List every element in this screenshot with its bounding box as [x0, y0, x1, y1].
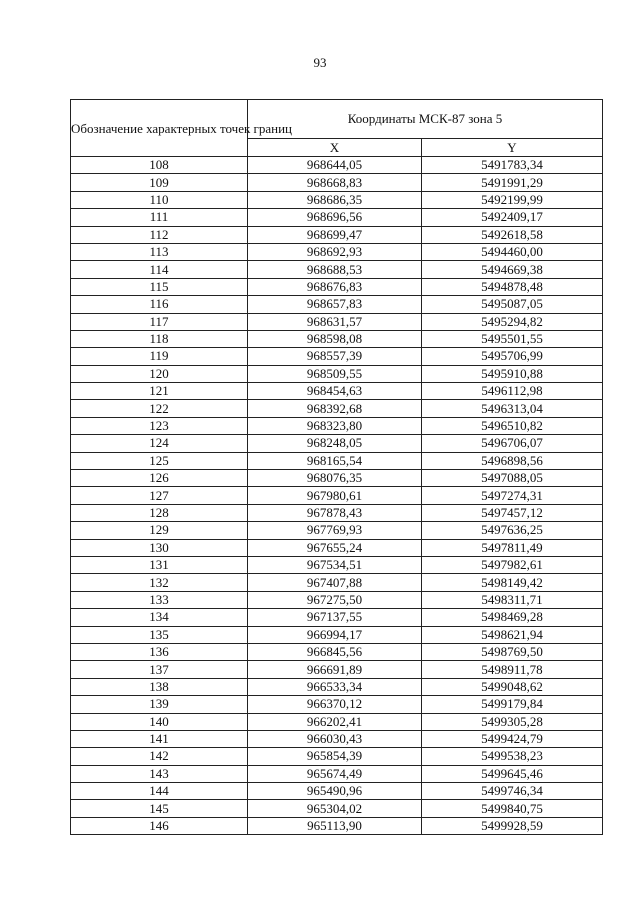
y-coordinate-cell: 5498469,28	[422, 609, 603, 626]
x-coordinate-cell: 968248,05	[248, 435, 422, 452]
x-coordinate-cell: 968668,83	[248, 174, 422, 191]
y-coordinate-cell: 5492618,58	[422, 226, 603, 243]
table-row	[71, 174, 603, 191]
y-coordinate-cell: 5499645,46	[422, 765, 603, 782]
point-id-cell: 117	[71, 313, 248, 330]
x-coordinate-cell: 968598,08	[248, 330, 422, 347]
x-coordinate-cell: 966845,56	[248, 643, 422, 660]
y-coordinate-cell: 5498769,50	[422, 643, 603, 660]
point-id-cell: 127	[71, 487, 248, 504]
y-coordinate-cell: 5499048,62	[422, 678, 603, 695]
y-coordinate-cell: 5491783,34	[422, 157, 603, 174]
y-coordinate-cell: 5496898,56	[422, 452, 603, 469]
point-id-cell: 109	[71, 174, 248, 191]
table-row	[71, 313, 603, 330]
table-row	[71, 800, 603, 817]
table-row	[71, 643, 603, 660]
x-coordinate-cell: 965490,96	[248, 783, 422, 800]
table-row	[71, 539, 603, 556]
x-coordinate-cell: 968644,05	[248, 157, 422, 174]
table-row	[71, 400, 603, 417]
table-row	[71, 748, 603, 765]
table-row	[71, 591, 603, 608]
y-coordinate-cell: 5498311,71	[422, 591, 603, 608]
point-id-cell: 124	[71, 435, 248, 452]
table-row	[71, 609, 603, 626]
point-id-cell: 133	[71, 591, 248, 608]
point-id-cell: 132	[71, 574, 248, 591]
y-coordinate-cell: 5499746,34	[422, 783, 603, 800]
table-row	[71, 504, 603, 521]
table-row	[71, 574, 603, 591]
x-coordinate-cell: 967980,61	[248, 487, 422, 504]
y-coordinate-cell: 5498621,94	[422, 626, 603, 643]
table-row	[71, 330, 603, 347]
x-coordinate-cell: 968454,63	[248, 383, 422, 400]
point-id-cell: 145	[71, 800, 248, 817]
y-coordinate-cell: 5496112,98	[422, 383, 603, 400]
point-id-cell: 144	[71, 783, 248, 800]
y-coordinate-cell: 5495706,99	[422, 348, 603, 365]
point-id-cell: 122	[71, 400, 248, 417]
point-id-cell: 121	[71, 383, 248, 400]
x-coordinate-cell: 968557,39	[248, 348, 422, 365]
x-coordinate-cell: 967655,24	[248, 539, 422, 556]
point-id-cell: 142	[71, 748, 248, 765]
table-row	[71, 470, 603, 487]
x-coordinate-cell: 968657,83	[248, 296, 422, 313]
x-coordinate-cell: 968165,54	[248, 452, 422, 469]
table-row	[71, 452, 603, 469]
point-id-cell: 108	[71, 157, 248, 174]
x-coordinate-cell: 967407,88	[248, 574, 422, 591]
table-row	[71, 157, 603, 174]
header-point-designation: Обозначение характерных точек границ	[71, 100, 248, 157]
x-coordinate-cell: 965854,39	[248, 748, 422, 765]
y-coordinate-cell: 5492199,99	[422, 191, 603, 208]
x-coordinate-cell: 967137,55	[248, 609, 422, 626]
y-coordinate-cell: 5496313,04	[422, 400, 603, 417]
point-id-cell: 129	[71, 522, 248, 539]
x-coordinate-cell: 966030,43	[248, 730, 422, 747]
point-id-cell: 130	[71, 539, 248, 556]
y-coordinate-cell: 5499840,75	[422, 800, 603, 817]
x-coordinate-cell: 968076,35	[248, 470, 422, 487]
y-coordinate-cell: 5499179,84	[422, 696, 603, 713]
point-id-cell: 134	[71, 609, 248, 626]
table-row	[71, 661, 603, 678]
y-coordinate-cell: 5492409,17	[422, 209, 603, 226]
y-coordinate-cell: 5497982,61	[422, 556, 603, 573]
y-coordinate-cell: 5499424,79	[422, 730, 603, 747]
table-row	[71, 713, 603, 730]
point-id-cell: 131	[71, 556, 248, 573]
y-coordinate-cell: 5491991,29	[422, 174, 603, 191]
y-coordinate-cell: 5495087,05	[422, 296, 603, 313]
point-id-cell: 137	[71, 661, 248, 678]
table-row	[71, 191, 603, 208]
coordinates-table	[70, 99, 603, 835]
y-coordinate-cell: 5499928,59	[422, 817, 603, 834]
x-coordinate-cell: 965674,49	[248, 765, 422, 782]
table-header	[71, 100, 603, 157]
table-row	[71, 783, 603, 800]
table-row	[71, 487, 603, 504]
y-coordinate-cell: 5497457,12	[422, 504, 603, 521]
point-id-cell: 135	[71, 626, 248, 643]
x-coordinate-cell: 967275,50	[248, 591, 422, 608]
point-id-cell: 114	[71, 261, 248, 278]
point-id-cell: 139	[71, 696, 248, 713]
x-coordinate-cell: 966691,89	[248, 661, 422, 678]
table-row	[71, 243, 603, 260]
x-coordinate-cell: 968688,53	[248, 261, 422, 278]
y-coordinate-cell: 5497274,31	[422, 487, 603, 504]
table-row	[71, 296, 603, 313]
x-coordinate-cell: 968323,80	[248, 417, 422, 434]
y-coordinate-cell: 5498149,42	[422, 574, 603, 591]
point-id-cell: 110	[71, 191, 248, 208]
point-id-cell: 113	[71, 243, 248, 260]
point-id-cell: 111	[71, 209, 248, 226]
table-row	[71, 278, 603, 295]
table-row	[71, 226, 603, 243]
x-coordinate-cell: 967878,43	[248, 504, 422, 521]
point-id-cell: 126	[71, 470, 248, 487]
x-coordinate-cell: 967769,93	[248, 522, 422, 539]
point-id-cell: 120	[71, 365, 248, 382]
y-coordinate-cell: 5498911,78	[422, 661, 603, 678]
table-row	[71, 261, 603, 278]
table-row	[71, 435, 603, 452]
table-row	[71, 730, 603, 747]
y-coordinate-cell: 5496706,07	[422, 435, 603, 452]
y-coordinate-cell: 5499538,23	[422, 748, 603, 765]
x-coordinate-cell: 968699,47	[248, 226, 422, 243]
x-coordinate-cell: 965113,90	[248, 817, 422, 834]
point-id-cell: 115	[71, 278, 248, 295]
x-coordinate-cell: 968509,55	[248, 365, 422, 382]
table-row	[71, 365, 603, 382]
table-row	[71, 626, 603, 643]
table-row	[71, 765, 603, 782]
table-row	[71, 417, 603, 434]
y-coordinate-cell: 5494669,38	[422, 261, 603, 278]
point-id-cell: 143	[71, 765, 248, 782]
point-id-cell: 140	[71, 713, 248, 730]
table-row	[71, 522, 603, 539]
y-coordinate-cell: 5495910,88	[422, 365, 603, 382]
point-id-cell: 119	[71, 348, 248, 365]
point-id-cell: 123	[71, 417, 248, 434]
x-coordinate-cell: 968686,35	[248, 191, 422, 208]
table-row	[71, 678, 603, 695]
point-id-cell: 116	[71, 296, 248, 313]
x-coordinate-cell: 966994,17	[248, 626, 422, 643]
x-coordinate-cell: 967534,51	[248, 556, 422, 573]
x-coordinate-cell: 968631,57	[248, 313, 422, 330]
header-y: Y	[422, 139, 603, 157]
y-coordinate-cell: 5497088,05	[422, 470, 603, 487]
table-row	[71, 556, 603, 573]
header-x: X	[248, 139, 422, 157]
y-coordinate-cell: 5496510,82	[422, 417, 603, 434]
x-coordinate-cell: 965304,02	[248, 800, 422, 817]
point-id-cell: 136	[71, 643, 248, 660]
y-coordinate-cell: 5497811,49	[422, 539, 603, 556]
header-coordinate-system: Координаты МСК-87 зона 5	[248, 100, 603, 139]
x-coordinate-cell: 968696,56	[248, 209, 422, 226]
table-row	[71, 817, 603, 834]
y-coordinate-cell: 5495294,82	[422, 313, 603, 330]
y-coordinate-cell: 5495501,55	[422, 330, 603, 347]
y-coordinate-cell: 5499305,28	[422, 713, 603, 730]
x-coordinate-cell: 968676,83	[248, 278, 422, 295]
table-body	[71, 157, 603, 835]
x-coordinate-cell: 968692,93	[248, 243, 422, 260]
point-id-cell: 118	[71, 330, 248, 347]
point-id-cell: 141	[71, 730, 248, 747]
table-row	[71, 383, 603, 400]
y-coordinate-cell: 5494878,48	[422, 278, 603, 295]
x-coordinate-cell: 968392,68	[248, 400, 422, 417]
table-row	[71, 348, 603, 365]
x-coordinate-cell: 966370,12	[248, 696, 422, 713]
point-id-cell: 146	[71, 817, 248, 834]
table-row	[71, 209, 603, 226]
point-id-cell: 112	[71, 226, 248, 243]
x-coordinate-cell: 966533,34	[248, 678, 422, 695]
point-id-cell: 138	[71, 678, 248, 695]
page-number: 93	[313, 55, 327, 70]
table-row	[71, 696, 603, 713]
y-coordinate-cell: 5494460,00	[422, 243, 603, 260]
point-id-cell: 125	[71, 452, 248, 469]
x-coordinate-cell: 966202,41	[248, 713, 422, 730]
y-coordinate-cell: 5497636,25	[422, 522, 603, 539]
point-id-cell: 128	[71, 504, 248, 521]
